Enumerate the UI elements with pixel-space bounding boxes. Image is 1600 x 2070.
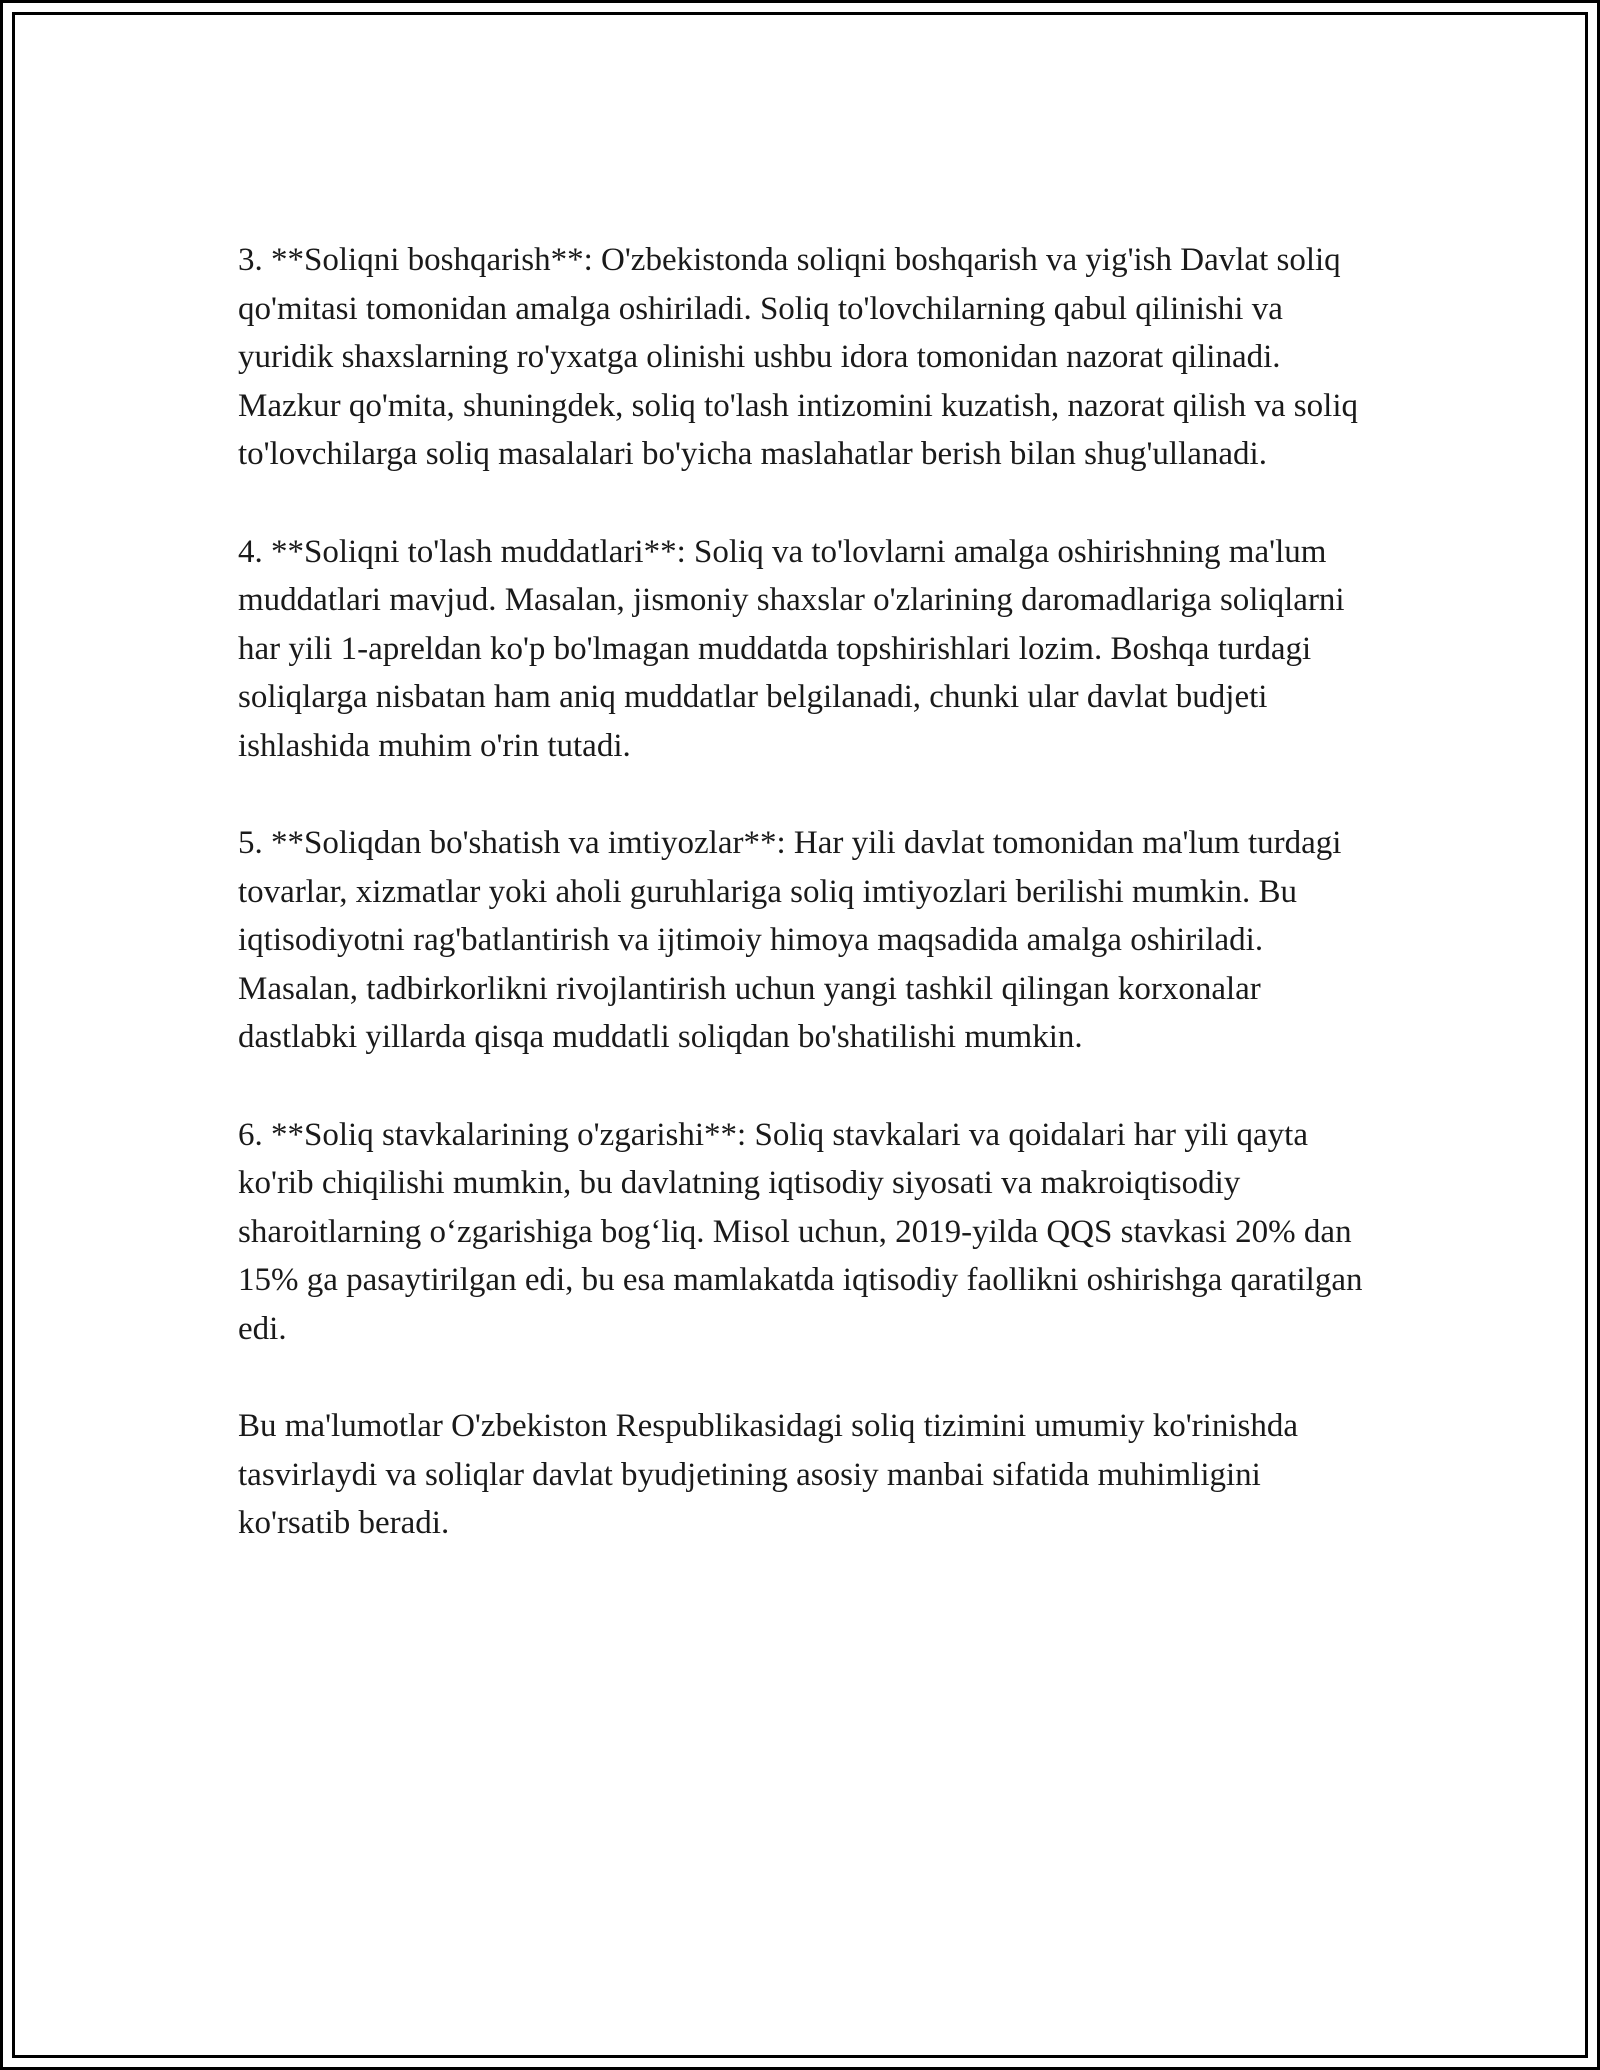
paragraph-conclusion: Bu ma'lumotlar O'zbekiston Respublikasidagi soliq tizimini umumiy ko'rinishda tasvirlaydi va soliqlar davlat byudjetining asosiy manbai sifatida muhimligini ko'rsatib beradi. bbox=[238, 1408, 1298, 1541]
document-body bbox=[238, 236, 1378, 1548]
paragraph-stavkalar-ozgarishi: 6. **Soliq stavkalarining o'zgarishi**: Soliq stavkalari va qoidalari har yili qayta ko'rib chiqilishi mumkin, bu davlatning iqtisodiy siyosati va makroiqtisodiy sharoitlarning o‘zgarishiga bog‘liq. Misol uchun, 2019-yilda QQS stavkasi 20% dan 15% ga pasaytirilgan edi, bu esa mamlakatda iqtisodiy faollikni oshirishga qaratilgan edi. bbox=[238, 1116, 1363, 1347]
paragraph-tolash-muddatlari: 4. **Soliqni to'lash muddatlari**: Soliq va to'lovlarni amalga oshirishning ma'lum muddatlari mavjud. Masalan, jismoniy shaxslar o'zlarining daromadlariga soliqlarni har yili 1-apreldan ko'p bo'lmagan muddatda topshirishlari lozim. Boshqa turdagi soliqlarga nisbatan ham aniq muddatlar belgilanadi, chunki ular davlat budjeti ishlashida muhim o'rin tutadi. bbox=[238, 533, 1345, 764]
paragraph-soliqni-boshqarish: 3. **Soliqni boshqarish**: O'zbekistonda soliqni boshqarish va yig'ish Davlat soliq qo'mitasi tomonidan amalga oshiriladi. Soliq to'lovchilarning qabul qilinishi va yuridik shaxslarning ro'yxatga olinishi ushbu idora tomonidan nazorat qilinadi. Mazkur qo'mita, shuningdek, soliq to'lash intizomini kuzatish, nazorat qilish va soliq to'lovchilarga soliq masalalari bo'yicha maslahatlar berish bilan shug'ullanadi. bbox=[238, 242, 1358, 472]
paragraph-boshatish-imtiyozlar: 5. **Soliqdan bo'shatish va imtiyozlar**: Har yili davlat tomonidan ma'lum turdagi tovarlar, xizmatlar yoki aholi guruhlariga soliq imtiyozlari berilishi mumkin. Bu iqtisodiyotni rag'batlantirish va ijtimoiy himoya maqsadida amalga oshiriladi. Masalan, tadbirkorlikni rivojlantirish uchun yangi tashkil qilingan korxonalar dastlabki yillarda qisqa muddatli soliqdan bo'shatilishi mumkin. bbox=[238, 825, 1342, 1055]
